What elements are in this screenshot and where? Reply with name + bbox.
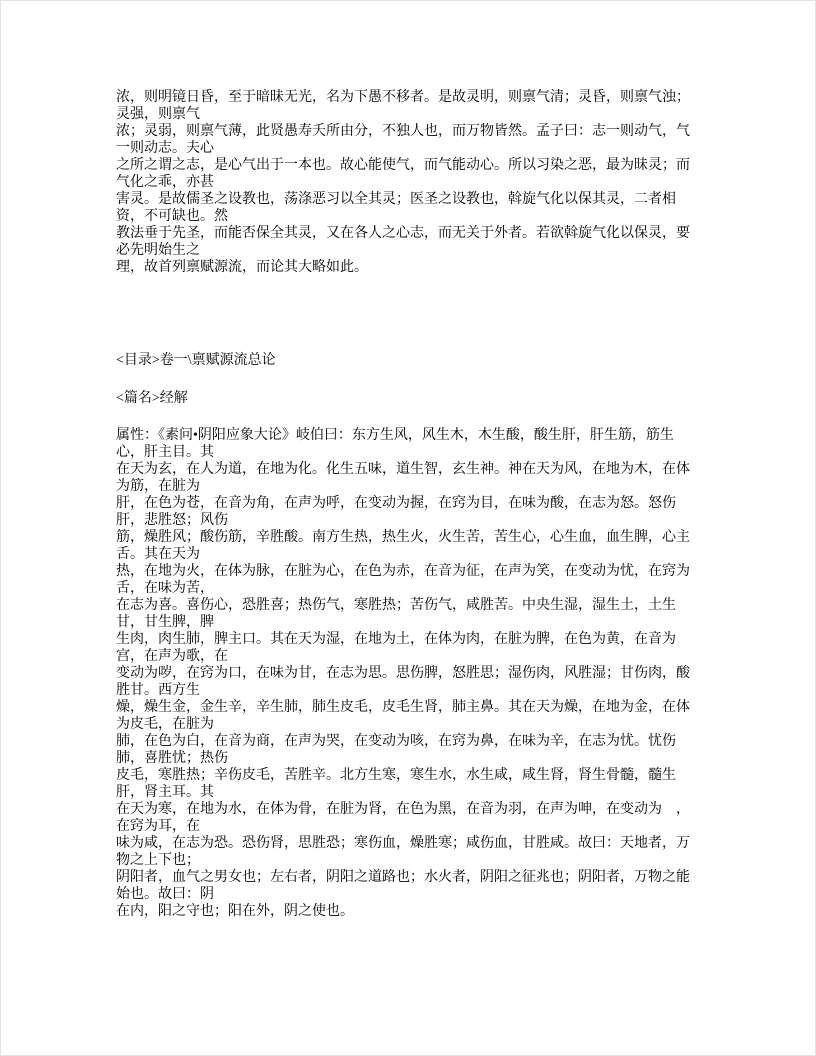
body-paragraph xyxy=(116,427,705,920)
text-line: 肝，在色为苍，在音为角，在声为呼，在变动为握，在窍为目，在味为酸，在志为怒。怒伤 xyxy=(116,496,676,511)
intro-paragraph xyxy=(116,89,705,276)
text-line: 一则动志。夫心 xyxy=(116,141,214,156)
text-line: 舌。其在天为 xyxy=(116,547,200,562)
text-line: 筋，燥胜风；酸伤筋，辛胜酸。南方生热，热生火，火生苦，苦生心，心生血，血生脾，心主 xyxy=(116,530,690,545)
text-line: 始也。故曰：阴 xyxy=(116,887,214,902)
text-line: 灵强，则禀气 xyxy=(116,107,200,122)
text-line: 在天为寒，在地为水，在体为骨，在脏为肾，在色为黑，在音为羽，在声为呻，在变动为 ， xyxy=(116,802,690,817)
text-line: 气化之乖，亦甚 xyxy=(116,175,214,190)
toc-heading: <目录>卷一\禀赋源流总论 xyxy=(116,353,276,368)
text-line: 阴阳者，血气之男女也；左右者，阴阳之道路也；水火者，阴阳之征兆也；阴阳者，万物之能 xyxy=(116,870,690,885)
text-line: 浓，则明镜日昏，至于暗昧无光，名为下愚不移者。是故灵明，则禀气清；灵昏，则禀气浊； xyxy=(116,90,690,105)
text-line: 甘，甘生脾，脾 xyxy=(116,615,214,630)
text-line: 害灵。是故儒圣之设教也，荡涤恶习以全其灵；医圣之设教也，斡旋气化以保其灵，二者相 xyxy=(116,192,676,207)
text-line: 在天为玄，在人为道，在地为化。化生五味，道生智，玄生神。神在天为风，在地为木，在体 xyxy=(116,462,690,477)
text-line: 胜甘。西方生 xyxy=(116,683,200,698)
text-line: 热，在地为火，在体为脉，在脏为心，在色为赤，在音为征，在声为笑，在变动为忧，在窍为 xyxy=(116,564,690,579)
text-line: 舌，在味为苦， xyxy=(116,581,214,596)
text-line: 必先明始生之 xyxy=(116,243,200,258)
text-line: 在内，阳之守也；阳在外，阴之使也。 xyxy=(116,904,354,919)
text-line: 理，故首列禀赋源流，而论其大略如此。 xyxy=(116,260,368,275)
text-line: 资，不可缺也。然 xyxy=(116,209,228,224)
text-line: 浓；灵弱，则禀气薄，此贤愚寿夭所由分，不独人也，而万物皆然。孟子曰：志一则动气，气 xyxy=(116,124,690,139)
text-line: 肺，在色为白，在音为商，在声为哭，在变动为咳，在窍为鼻，在味为辛，在志为忧。忧伤 xyxy=(116,734,676,749)
text-line: 宫，在声为歌，在 xyxy=(116,649,228,664)
text-line: 属性：《素问•阴阳应象大论》岐伯曰：东方生风，风生木，木生酸，酸生肝，肝生筋，筋生 xyxy=(116,428,674,443)
text-line: 变动为哕，在窍为口，在味为甘，在志为思。思伤脾，怒胜思；湿伤肉，风胜湿；甘伤肉，酸 xyxy=(116,666,690,681)
text-line: 物之上下也； xyxy=(116,853,200,868)
text-line: 在志为喜。喜伤心，恐胜喜；热伤气，寒胜热；苦伤气，咸胜苦。中央生湿，湿生土，土生 xyxy=(116,598,676,613)
text-line: 生肉，肉生肺，脾主口。其在天为湿，在地为土，在体为肉，在脏为脾，在色为黄，在音为 xyxy=(116,632,676,647)
text-line: 燥，燥生金，金生辛，辛生肺，肺生皮毛，皮毛生肾，肺主鼻。其在天为燥，在地为金，在体 xyxy=(116,700,690,715)
text-line: 在窍为耳，在 xyxy=(116,819,200,834)
section-title-heading: <篇名>经解 xyxy=(116,391,188,406)
text-line: 为皮毛，在脏为 xyxy=(116,717,214,732)
text-line: 教法垂于先圣，而能否保全其灵，又在各人之心志，而无关于外者。若欲斡旋气化以保灵，要 xyxy=(116,226,690,241)
text-line: 之所之谓之志，是心气出于一本也。故心能使气，而气能动心。所以习染之恶，最为昧灵；而 xyxy=(116,158,690,173)
text-line: 肺，喜胜忧；热伤 xyxy=(116,751,228,766)
text-line: 心，肝主目。其 xyxy=(116,445,214,460)
text-line: 味为咸，在志为恐。恐伤肾，思胜恐；寒伤血，燥胜寒；咸伤血，甘胜咸。故曰：天地者，万 xyxy=(116,836,690,851)
text-line: 肝，肾主耳。其 xyxy=(116,785,214,800)
text-line: 为筋，在脏为 xyxy=(116,479,200,494)
text-line: 皮毛，寒胜热；辛伤皮毛，苦胜辛。北方生寒，寒生水，水生咸，咸生肾，肾生骨髓，髓生 xyxy=(116,768,676,783)
text-line: 肝，悲胜怒；风伤 xyxy=(116,513,228,528)
